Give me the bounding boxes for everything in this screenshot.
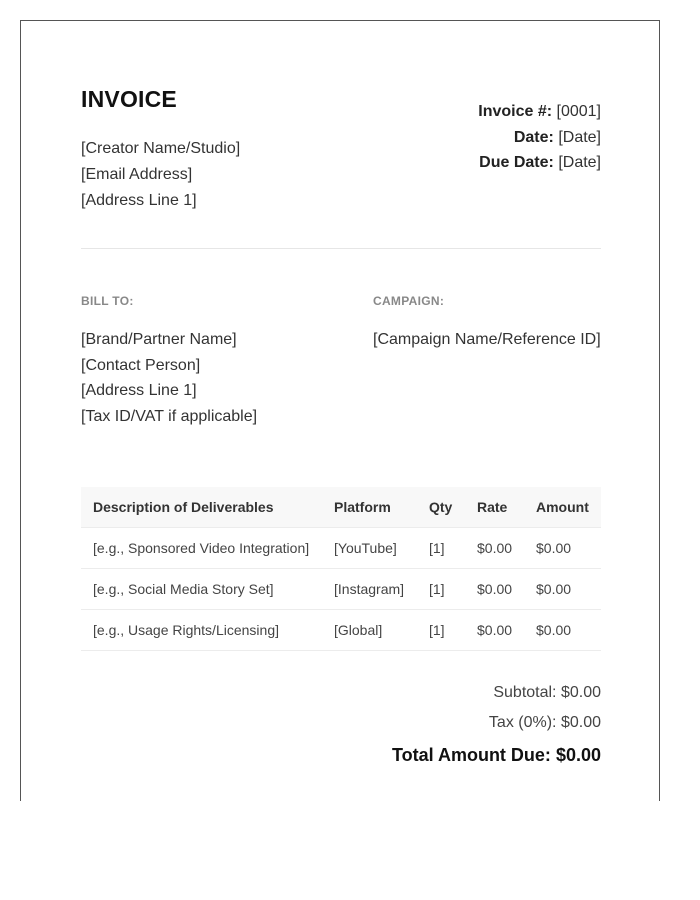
cell-rate: $0.00 [465, 528, 524, 569]
date-label: Date: [513, 128, 554, 146]
cell-qty: [1] [417, 528, 465, 569]
date-row [478, 125, 601, 151]
due-date-row [478, 150, 601, 176]
bill-to-contact: [Contact Person] [81, 356, 201, 374]
cell-qty: [1] [417, 569, 465, 610]
creator-email: [Email Address] [81, 166, 193, 183]
creator-address: [Address Line 1] [81, 192, 197, 209]
header-divider [81, 248, 601, 249]
cell-platform: [YouTube] [322, 528, 417, 569]
total-due-label: Total Amount Due: [391, 745, 551, 765]
cell-platform: [Instagram] [322, 569, 417, 610]
due-date-label: Due Date: [479, 154, 554, 171]
bill-to-info [81, 327, 257, 430]
cell-rate: $0.00 [465, 569, 524, 610]
tax-label: Tax (0%): [488, 714, 557, 731]
total-due-value: $0.00 [555, 745, 601, 765]
bill-to-address: [Address Line 1] [81, 382, 197, 400]
bill-to-brand: [Brand/Partner Name] [81, 331, 237, 348]
creator-name: [Creator Name/Studio] [81, 140, 241, 157]
subtotal-row [392, 681, 601, 711]
bill-to-label: BILL TO: [81, 294, 134, 308]
subtotal-value: $0.00 [560, 684, 601, 701]
invoice-number-row [478, 99, 601, 125]
total-due-row [392, 741, 601, 769]
cell-platform: [Global] [322, 610, 417, 651]
cell-amount: $0.00 [524, 528, 601, 569]
table-row [81, 569, 601, 610]
subtotal-label: Subtotal: [493, 684, 557, 701]
cell-description: [e.g., Sponsored Video Integration] [81, 528, 322, 569]
tax-value: $0.00 [560, 714, 601, 731]
cell-description: [e.g., Usage Rights/Licensing] [81, 610, 322, 651]
due-date-value: [Date] [558, 154, 601, 171]
table-row [81, 528, 601, 569]
table-header-row [81, 487, 601, 528]
invoice-number-label: Invoice #: [478, 103, 553, 120]
tax-row [392, 711, 601, 741]
header-rate: Rate [465, 487, 524, 528]
header-amount: Amount [524, 487, 601, 528]
header-platform: Platform [322, 487, 417, 528]
cell-description: [e.g., Social Media Story Set] [81, 569, 322, 610]
campaign-label: CAMPAIGN: [373, 294, 445, 308]
deliverables-table [81, 487, 601, 651]
campaign-reference: [Campaign Name/Reference ID] [373, 331, 601, 348]
cell-amount: $0.00 [524, 569, 601, 610]
table-row [81, 610, 601, 651]
invoice-title: INVOICE [81, 86, 177, 112]
cell-qty: [1] [417, 610, 465, 651]
campaign-info [373, 327, 601, 353]
creator-info [81, 136, 240, 214]
invoice-number-value: [0001] [556, 103, 601, 120]
invoice-meta [478, 99, 601, 176]
cell-rate: $0.00 [465, 610, 524, 651]
totals-section [392, 681, 601, 769]
cell-amount: $0.00 [524, 610, 601, 651]
date-value: [Date] [558, 128, 601, 146]
header-description: Description of Deliverables [81, 487, 322, 528]
header-qty: Qty [417, 487, 465, 528]
bill-to-tax-id: [Tax ID/VAT if applicable] [81, 408, 258, 426]
invoice-page [20, 20, 660, 801]
